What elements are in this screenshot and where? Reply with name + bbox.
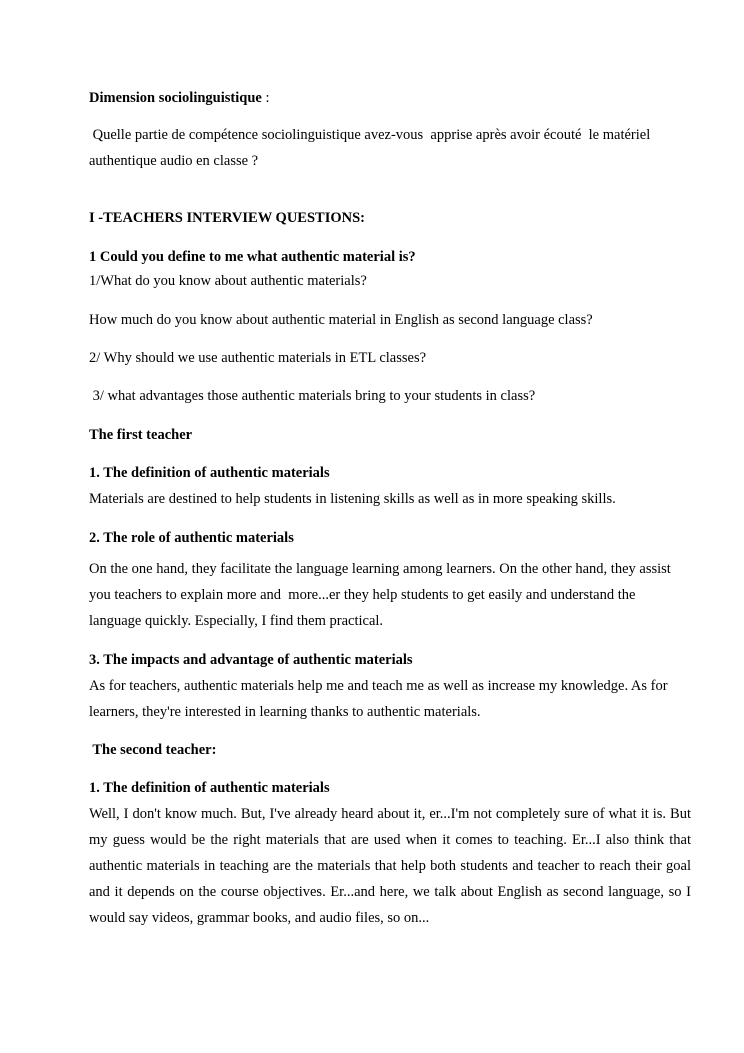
questions-heading: 1 Could you define to me what authentic material is? (89, 249, 416, 265)
question-2: 2/ Why should we use authentic materials in ETL classes? (89, 350, 427, 366)
teacher2-definition-heading: 1. The definition of authentic materials (89, 780, 330, 796)
teacher1-role-line: you teachers to explain more and more...er they help students to get easily and understand the (89, 587, 636, 603)
teacher1-role-line: On the one hand, they facilitate the language learning among learners. On the other hand, they assist (89, 561, 671, 577)
teacher1-title: The first teacher (89, 427, 193, 443)
section-title: I -TEACHERS INTERVIEW QUESTIONS: (89, 210, 366, 226)
teacher1-definition-text: Materials are destined to help students in listening skills as well as in more speaking skills. (89, 491, 616, 507)
teacher1-impact-line: learners, they're interested in learning thanks to authentic materials. (89, 704, 481, 720)
dimension-label: Dimension sociolinguistique (89, 90, 262, 106)
teacher2-title: The second teacher: (89, 742, 217, 758)
teacher2-definition-text: Well, I don't know much. But, I've already heard about it, er...I'm not completely sure of what it is. But my guess would be the right materials that are used when it comes to teaching. Er...I also think that authentic materials in teaching are the materials that help both students and teacher to reach their goal and it depends on the course objectives. Er...and here, we talk about English as second language, so I would say videos, grammar books, and audio files, so on... (89, 806, 691, 926)
teacher1-impact-line: As for teachers, authentic materials help me and teach me as well as increase my knowledge. As for (89, 678, 668, 694)
question-1: 1/What do you know about authentic materials? (89, 273, 367, 289)
teacher1-role-line: language quickly. Especially, I find them practical. (89, 613, 384, 629)
question-3: 3/ what advantages those authentic materials bring to your students in class? (89, 388, 536, 404)
teacher1-impact-heading: 3. The impacts and advantage of authentic materials (89, 652, 413, 668)
dimension-question: Quelle partie de compétence sociolinguistique avez-vous apprise après avoir écouté le matériel authentique audio en classe ? (89, 127, 654, 169)
dimension-suffix: : (261, 90, 270, 106)
dimension-heading (89, 85, 691, 111)
question-1b: How much do you know about authentic material in English as second language class? (89, 312, 593, 328)
teacher1-definition-heading: 1. The definition of authentic materials (89, 465, 330, 481)
teacher1-role-heading: 2. The role of authentic materials (89, 530, 294, 546)
